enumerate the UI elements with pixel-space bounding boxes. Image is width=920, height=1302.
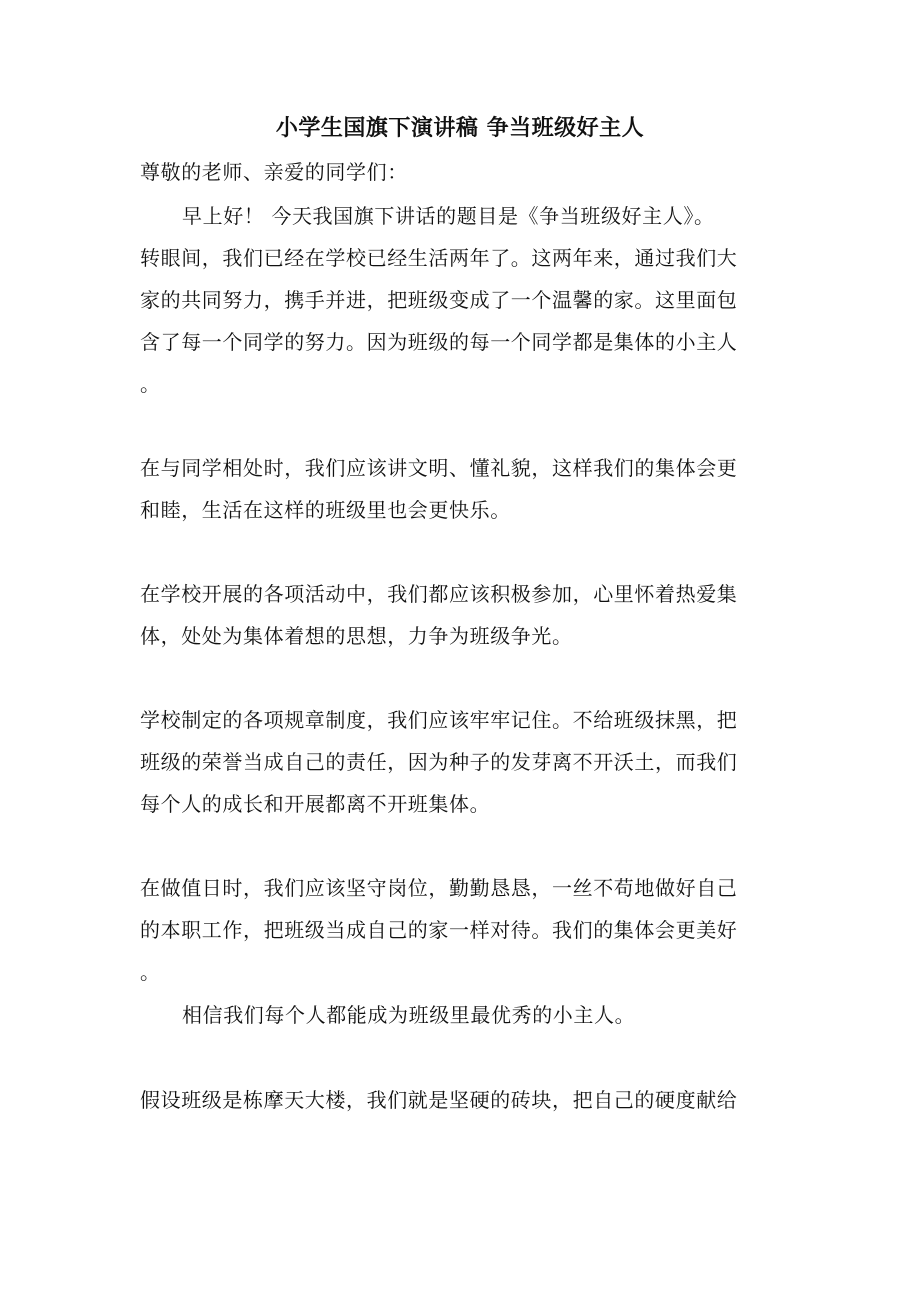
paragraph-line: 班级的荣誉当成自己的责任，因为种子的发芽离不开沃土，而我们 [140,750,738,774]
paragraph-line: 含了每一个同学的努力。因为班级的每一个同学都是集体的小主人 [140,330,738,354]
paragraph-line: 每个人的成长和开展都离不开班集体。 [140,792,491,816]
paragraph-line: 在做值日时，我们应该坚守岗位，勤勤恳恳，一丝不苟地做好自己 [140,876,738,900]
salutation-line: 尊敬的老师、亲爱的同学们： [140,160,408,184]
paragraph-line: 家的共同努力，携手并进，把班级变成了一个温馨的家。这里面包 [140,288,738,312]
paragraph-line: 假设班级是栋摩天大楼，我们就是坚硬的砖块，把自己的硬度献给 [140,1088,738,1112]
paragraph-line: 的本职工作，把班级当成自己的家一样对待。我们的集体会更美好 [140,918,738,942]
paragraph-line: 和睦，生活在这样的班级里也会更快乐。 [140,498,511,522]
paragraph-line: 学校制定的各项规章制度，我们应该牢牢记住。不给班级抹黑，把 [140,708,738,732]
paragraph-line: 体，处处为集体着想的思想，力争为班级争光。 [140,624,573,648]
paragraph-line: 。 [140,372,161,396]
paragraph-line: 。 [140,960,161,984]
paragraph-line: 在学校开展的各项活动中，我们都应该积极参加，心里怀着热爱集 [140,582,738,606]
paragraph-line: 相信我们每个人都能成为班级里最优秀的小主人。 [182,1003,636,1027]
paragraph-line: 转眼间，我们已经在学校已经生活两年了。这两年来，通过我们大 [140,246,738,270]
document-title: 小学生国旗下演讲稿 争当班级好主人 [275,115,645,141]
paragraph-line: 早上好！ 今天我国旗下讲话的题目是《争当班级好主人》。 [182,204,715,228]
paragraph-line: 在与同学相处时，我们应该讲文明、懂礼貌，这样我们的集体会更 [140,456,738,480]
